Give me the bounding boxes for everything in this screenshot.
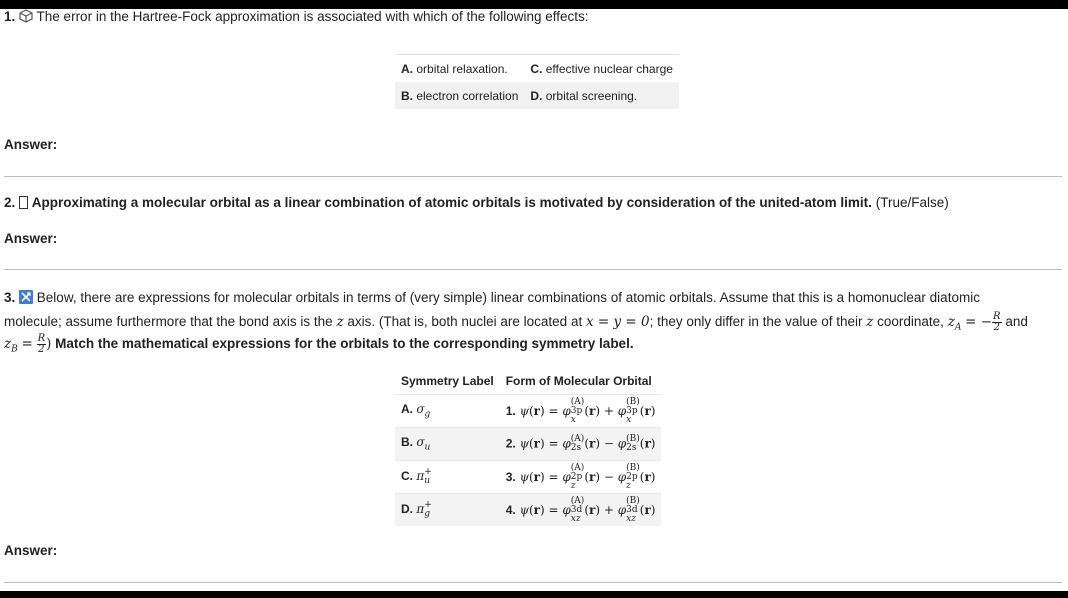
question-3-answer-label: Answer: <box>4 543 58 558</box>
option-b[interactable]: B. electron correlation <box>401 88 519 103</box>
question-1-prompt <box>4 9 589 26</box>
table-row <box>395 428 661 461</box>
question-1-text: The error in the Hartree-Fock approximation is associated with which of the following effects: <box>36 9 589 24</box>
separator <box>4 582 1062 583</box>
question-3-line-3: $z_B$ = $\frac{R}{2}$ ) Match the mathematical expressions for the orbitals to the corresponding symmetry label. <box>4 333 634 355</box>
table-row <box>395 395 661 428</box>
bottom-black-bar <box>0 591 1068 598</box>
top-black-bar <box>0 0 1068 9</box>
question-1-number: 1. <box>4 9 16 24</box>
option-c[interactable]: C. effective nuclear charge <box>530 61 673 76</box>
question-1-answer-label: Answer: <box>4 137 58 152</box>
math-za: $z_A$ <box>947 314 962 333</box>
question-3-intro: Below, there are expressions for molecular orbitals in terms of (very simple) linear combinations of atomic orbitals. Assume that this is a homonuclear diatomic <box>36 290 980 305</box>
orbital-expression-2[interactable]: 2. ψ(r) = φ (A) 2s (r) − φ (B) 2s (r) <box>500 428 662 461</box>
line2-text-b: axis. (That is, both nuclei are located at <box>347 314 583 330</box>
option-d[interactable]: D. orbital screening. <box>530 88 638 103</box>
table-row <box>395 461 661 494</box>
orbital-expression-3[interactable]: 3. ψ(r) = φ (A) 2p z (r) − φ (B) 2p z (r) <box>500 461 662 494</box>
symmetry-label-b[interactable]: B. $\sigma_u$ <box>395 428 500 461</box>
question-2-suffix: (True/False) <box>875 195 949 210</box>
symmetry-label-a[interactable]: A. $\sigma_g$ <box>395 395 500 428</box>
question-1-options-table <box>395 54 679 109</box>
question-2-prompt <box>4 195 949 212</box>
math-z: z <box>336 314 344 331</box>
question-2-number: 2. <box>4 195 16 210</box>
math-xy-zero: x = y = 0 <box>585 314 650 331</box>
question-3-line-1 <box>4 290 980 307</box>
header-form-of-orbital: Form of Molecular Orbital <box>505 374 652 388</box>
separator <box>4 176 1062 177</box>
question-3-line-2: molecule; assume furthermore that the bond axis is the z axis. (That is, both nuclei are located at x = y = 0; they only differ in the value of their z coordinate, $z_A$ = − $\frac{R}{2}$ and <box>4 311 1028 333</box>
shuffle-icon <box>19 290 33 307</box>
symmetry-match-table <box>395 368 661 526</box>
line2-text-a: molecule; assume furthermore that the bond axis is the <box>4 314 333 330</box>
symmetry-label-c[interactable]: C. π + u <box>395 461 500 494</box>
math-fraction-r-over-2: $\frac{R}{2}$ <box>37 333 46 355</box>
question-3-instruction: Match the mathematical expressions for the orbitals to the corresponding symmetry label. <box>55 336 634 352</box>
header-symmetry-label: Symmetry Label <box>401 374 494 388</box>
line2-text-c: ; they only differ in the value of their <box>649 314 863 330</box>
table-row <box>395 494 661 527</box>
question-3-number: 3. <box>4 290 16 305</box>
cube-icon <box>19 9 33 26</box>
math-z: z <box>866 314 874 331</box>
separator <box>4 269 1062 270</box>
question-2-text: Approximating a molecular orbital as a linear combination of atomic orbitals is motivated by consideration of the united-atom limit. <box>31 195 872 210</box>
missing-glyph-icon <box>19 196 28 212</box>
question-2-answer-label: Answer: <box>4 231 58 246</box>
line2-text-e: and <box>1005 314 1028 330</box>
symmetry-label-d[interactable]: D. π + g <box>395 494 500 527</box>
option-a[interactable]: A. orbital relaxation. <box>401 61 508 76</box>
math-fraction-r-over-2: $\frac{R}{2}$ <box>993 311 1001 333</box>
math-zb: $z_B$ <box>4 336 18 355</box>
orbital-expression-4[interactable]: 4. ψ(r) = φ (A) 3d xz (r) + φ (B) 3d xz (r) <box>500 494 662 527</box>
orbital-expression-1[interactable]: 1. ψ(r) = φ (A) 3p x (r) + φ (B) 3p x (r) <box>500 395 662 428</box>
line2-text-d: coordinate, <box>877 314 944 330</box>
